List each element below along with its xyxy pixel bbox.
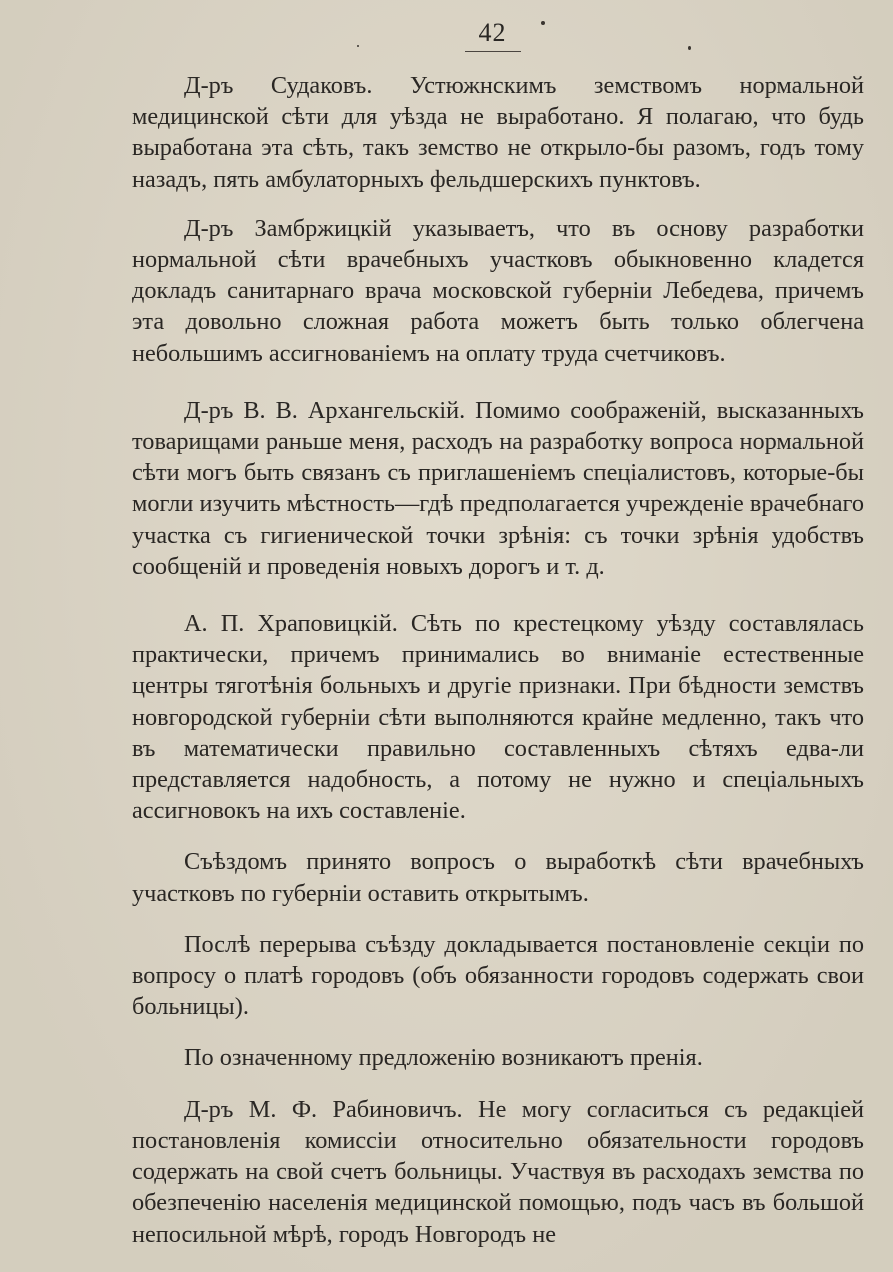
body-text — [132, 70, 864, 1250]
page-number: 42 — [478, 18, 507, 47]
paragraph-zambrzhitsky: Д-ръ Замбржицкій указываетъ, что въ основу разработки нормальной сѣти врачебныхъ участковъ обыкновенно кладется докладъ санитарнаго врача московской губерніи Лебедева, причемъ эта довольно сложная работа можетъ быть только облегчена небольшимъ ассигнованіемъ на оплату труда счетчиковъ. — [132, 214, 864, 367]
ink-speck — [688, 46, 691, 50]
paragraph-debate: По означенному предложенію возникаютъ пренія. — [184, 1044, 703, 1072]
ink-speck — [357, 45, 359, 47]
paragraph-khrapovitsky: А. П. Храповицкій. Сѣть по крестецкому уѣзду составлялась практически, причемъ принимались во вниманіе естественные центры тяготѣнія больныхъ и другіе признаки. При бѣдности земствъ новгородской губерніи сѣти выполняются крайне медленно, такъ что въ математически правильно составленныхъ сѣтяхъ едва-ли представляется надобность, а потому не нужно и спеціальныхъ ассигновокъ на ихъ составленіе. — [132, 610, 864, 825]
paragraph-resolution: Съѣздомъ принято вопросъ о выработкѣ сѣти врачебныхъ участковъ по губерніи оставить открытымъ. — [132, 848, 864, 907]
header-rule — [465, 51, 521, 52]
ink-speck — [541, 21, 545, 25]
paragraph-break-report: Послѣ перерыва съѣзду докладывается постановленіе секціи по вопросу о платѣ городовъ (объ обязанности городовъ содержать свои больницы). — [132, 930, 864, 1021]
paragraph-rabinovich: Д-ръ М. Ф. Рабиновичъ. Не могу согласиться съ редакціей постановленія комиссіи относительно обязательности городовъ содержать на свой счетъ больницы. Участвуя въ расходахъ земства по обезпеченію населенія медицинской помощью, подъ часъ въ большой непосильной мѣрѣ, городъ Новгородъ не — [132, 1095, 864, 1248]
paragraph-sudakov: Д-ръ Судаковъ. Устюжнскимъ земствомъ нормальной медицинской сѣти для уѣзда не выработано. Я полагаю, что будь выработана эта сѣть, такъ земство не открыло-бы разомъ, годъ тому назадъ, пять амбулаторныхъ фельдшерскихъ пунктовъ. — [132, 72, 864, 193]
paragraph-arkhangelsky: Д-ръ В. В. Архангельскій. Помимо соображеній, высказанныхъ товарищами раньше меня, расходъ на разработку вопроса нормальной сѣти могъ быть связанъ съ приглашеніемъ спеціалистовъ, которые-бы могли изучить мѣстность—гдѣ предполагается учрежденіе врачебнаго участка съ гигиенической точки зрѣнія: съ точки зрѣнія удобствъ сообщеній и проведенія новыхъ дорогъ и т. д. — [132, 396, 864, 580]
